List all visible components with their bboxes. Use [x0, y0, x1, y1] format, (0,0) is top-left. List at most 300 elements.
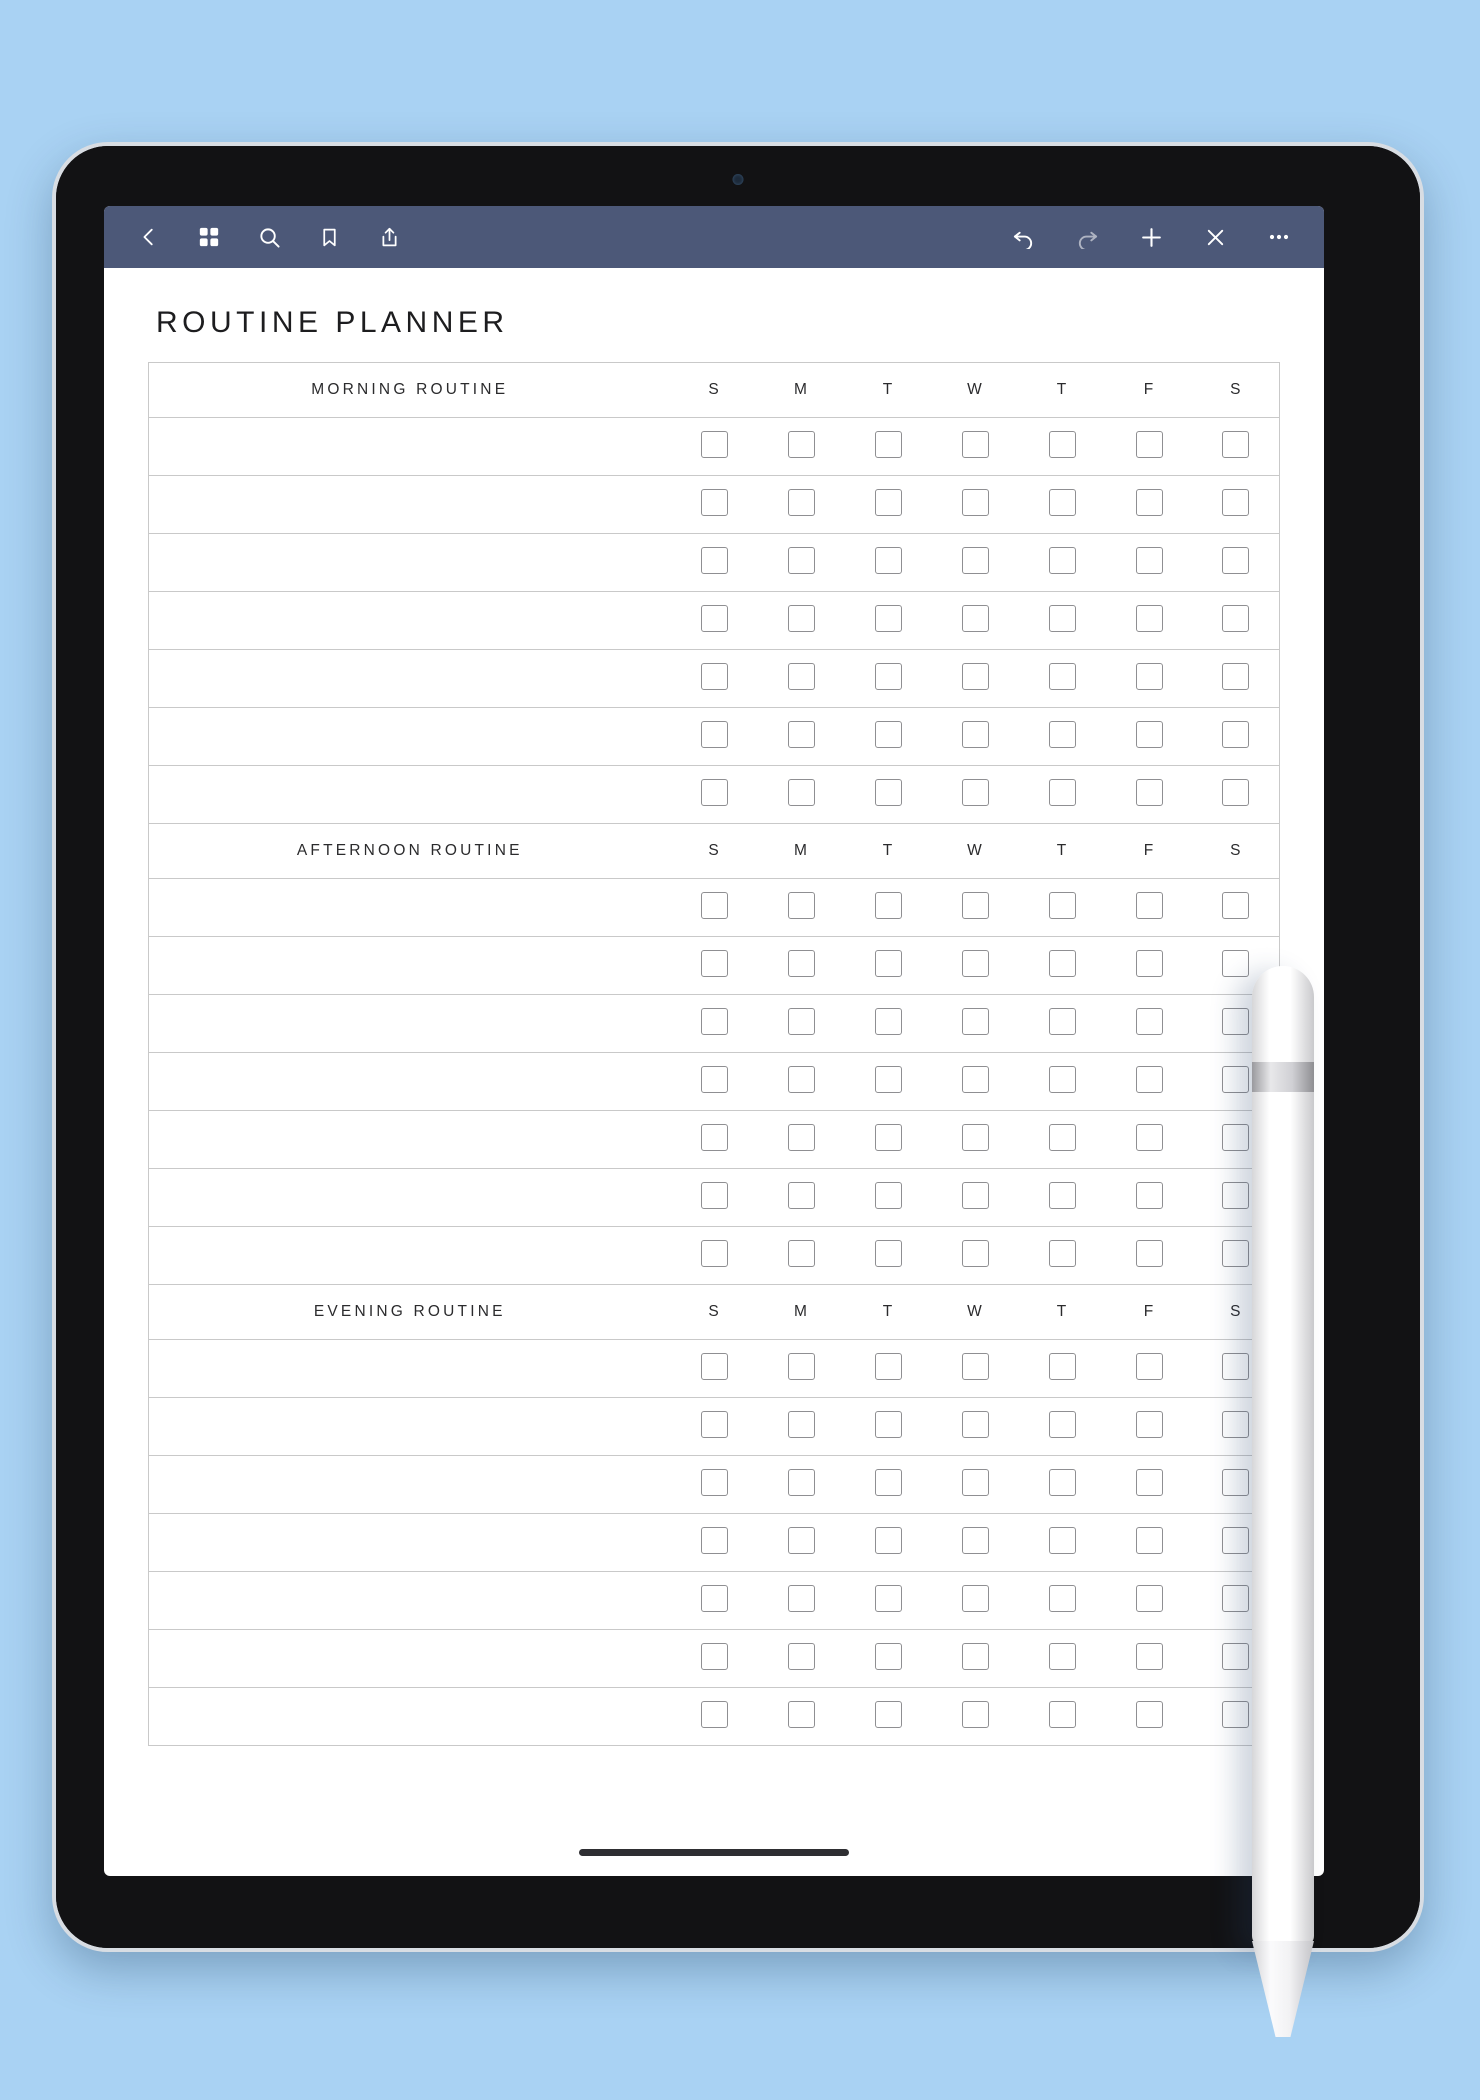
checkbox-cell[interactable]	[1019, 592, 1106, 650]
checkbox-cell[interactable]	[1106, 1630, 1193, 1688]
checkbox-cell[interactable]	[1019, 1572, 1106, 1630]
routine-checkbox[interactable]	[701, 663, 728, 690]
routine-checkbox[interactable]	[1222, 431, 1249, 458]
checkbox-cell[interactable]	[1019, 879, 1106, 937]
routine-checkbox[interactable]	[788, 1469, 815, 1496]
routine-checkbox[interactable]	[788, 892, 815, 919]
checkbox-cell[interactable]	[932, 1227, 1019, 1285]
checkbox-cell[interactable]	[932, 1630, 1019, 1688]
routine-checkbox[interactable]	[962, 489, 989, 516]
routine-checkbox[interactable]	[875, 663, 902, 690]
checkbox-cell[interactable]	[671, 766, 758, 824]
checkbox-cell[interactable]	[1019, 708, 1106, 766]
routine-checkbox[interactable]	[1049, 489, 1076, 516]
routine-checkbox[interactable]	[962, 1124, 989, 1151]
routine-checkbox[interactable]	[1222, 1527, 1249, 1554]
task-input[interactable]	[149, 650, 671, 708]
routine-checkbox[interactable]	[962, 1585, 989, 1612]
checkbox-cell[interactable]	[671, 418, 758, 476]
routine-checkbox[interactable]	[701, 431, 728, 458]
checkbox-cell[interactable]	[1193, 766, 1280, 824]
checkbox-cell[interactable]	[845, 1340, 932, 1398]
checkbox-cell[interactable]	[1106, 879, 1193, 937]
task-input[interactable]	[149, 1688, 671, 1746]
checkbox-cell[interactable]	[845, 1630, 932, 1688]
task-input[interactable]	[149, 418, 671, 476]
checkbox-cell[interactable]	[1193, 1169, 1280, 1227]
routine-checkbox[interactable]	[962, 663, 989, 690]
checkbox-cell[interactable]	[1106, 1340, 1193, 1398]
checkbox-cell[interactable]	[845, 937, 932, 995]
routine-checkbox[interactable]	[788, 1701, 815, 1728]
routine-checkbox[interactable]	[875, 1527, 902, 1554]
routine-checkbox[interactable]	[788, 779, 815, 806]
checkbox-cell[interactable]	[671, 937, 758, 995]
routine-checkbox[interactable]	[1136, 1124, 1163, 1151]
checkbox-cell[interactable]	[758, 1514, 845, 1572]
checkbox-cell[interactable]	[1193, 1398, 1280, 1456]
checkbox-cell[interactable]	[1106, 1053, 1193, 1111]
checkbox-cell[interactable]	[1019, 766, 1106, 824]
checkbox-cell[interactable]	[932, 418, 1019, 476]
task-input[interactable]	[149, 1456, 671, 1514]
routine-checkbox[interactable]	[701, 1643, 728, 1670]
checkbox-cell[interactable]	[1106, 1111, 1193, 1169]
routine-checkbox[interactable]	[788, 605, 815, 632]
routine-checkbox[interactable]	[701, 547, 728, 574]
routine-checkbox[interactable]	[1136, 1527, 1163, 1554]
routine-checkbox[interactable]	[1049, 1469, 1076, 1496]
routine-checkbox[interactable]	[1136, 1585, 1163, 1612]
routine-checkbox[interactable]	[701, 1124, 728, 1151]
checkbox-cell[interactable]	[932, 995, 1019, 1053]
routine-checkbox[interactable]	[962, 431, 989, 458]
bookmark-icon[interactable]	[314, 222, 344, 252]
checkbox-cell[interactable]	[1106, 708, 1193, 766]
checkbox-cell[interactable]	[1019, 1053, 1106, 1111]
undo-icon[interactable]	[1008, 222, 1038, 252]
checkbox-cell[interactable]	[932, 766, 1019, 824]
routine-checkbox[interactable]	[962, 1701, 989, 1728]
checkbox-cell[interactable]	[932, 534, 1019, 592]
routine-checkbox[interactable]	[1222, 1008, 1249, 1035]
checkbox-cell[interactable]	[1193, 1111, 1280, 1169]
routine-checkbox[interactable]	[1222, 547, 1249, 574]
checkbox-cell[interactable]	[1019, 418, 1106, 476]
routine-checkbox[interactable]	[1222, 779, 1249, 806]
checkbox-cell[interactable]	[1019, 1514, 1106, 1572]
routine-checkbox[interactable]	[1136, 1643, 1163, 1670]
checkbox-cell[interactable]	[1193, 879, 1280, 937]
routine-checkbox[interactable]	[788, 1182, 815, 1209]
task-input[interactable]	[149, 708, 671, 766]
routine-checkbox[interactable]	[1136, 605, 1163, 632]
routine-checkbox[interactable]	[788, 1527, 815, 1554]
routine-checkbox[interactable]	[701, 1008, 728, 1035]
routine-checkbox[interactable]	[875, 1411, 902, 1438]
routine-checkbox[interactable]	[1136, 547, 1163, 574]
task-input[interactable]	[149, 1169, 671, 1227]
checkbox-cell[interactable]	[1019, 937, 1106, 995]
routine-checkbox[interactable]	[875, 721, 902, 748]
routine-checkbox[interactable]	[875, 779, 902, 806]
routine-checkbox[interactable]	[962, 605, 989, 632]
routine-checkbox[interactable]	[1049, 892, 1076, 919]
checkbox-cell[interactable]	[1193, 1688, 1280, 1746]
checkbox-cell[interactable]	[758, 1169, 845, 1227]
checkbox-cell[interactable]	[932, 1572, 1019, 1630]
checkbox-cell[interactable]	[671, 708, 758, 766]
checkbox-cell[interactable]	[758, 476, 845, 534]
checkbox-cell[interactable]	[1106, 592, 1193, 650]
checkbox-cell[interactable]	[758, 592, 845, 650]
checkbox-cell[interactable]	[1193, 937, 1280, 995]
checkbox-cell[interactable]	[671, 995, 758, 1053]
task-input[interactable]	[149, 995, 671, 1053]
routine-checkbox[interactable]	[875, 950, 902, 977]
routine-checkbox[interactable]	[701, 1701, 728, 1728]
routine-checkbox[interactable]	[1049, 1411, 1076, 1438]
checkbox-cell[interactable]	[845, 1514, 932, 1572]
routine-checkbox[interactable]	[1222, 1182, 1249, 1209]
close-icon[interactable]	[1200, 222, 1230, 252]
checkbox-cell[interactable]	[671, 1398, 758, 1456]
checkbox-cell[interactable]	[932, 1688, 1019, 1746]
routine-checkbox[interactable]	[1136, 1066, 1163, 1093]
routine-checkbox[interactable]	[1049, 1240, 1076, 1267]
routine-checkbox[interactable]	[962, 1469, 989, 1496]
checkbox-cell[interactable]	[1193, 1456, 1280, 1514]
routine-checkbox[interactable]	[701, 1411, 728, 1438]
checkbox-cell[interactable]	[758, 650, 845, 708]
checkbox-cell[interactable]	[671, 1688, 758, 1746]
checkbox-cell[interactable]	[845, 1111, 932, 1169]
task-input[interactable]	[149, 937, 671, 995]
checkbox-cell[interactable]	[1019, 995, 1106, 1053]
routine-checkbox[interactable]	[1136, 1008, 1163, 1035]
checkbox-cell[interactable]	[1106, 1456, 1193, 1514]
checkbox-cell[interactable]	[1019, 534, 1106, 592]
checkbox-cell[interactable]	[845, 592, 932, 650]
checkbox-cell[interactable]	[1019, 1227, 1106, 1285]
routine-checkbox[interactable]	[875, 547, 902, 574]
checkbox-cell[interactable]	[845, 1572, 932, 1630]
routine-checkbox[interactable]	[701, 1240, 728, 1267]
routine-checkbox[interactable]	[962, 1411, 989, 1438]
checkbox-cell[interactable]	[758, 418, 845, 476]
checkbox-cell[interactable]	[1106, 1227, 1193, 1285]
routine-checkbox[interactable]	[1049, 1124, 1076, 1151]
checkbox-cell[interactable]	[845, 1169, 932, 1227]
routine-checkbox[interactable]	[875, 1353, 902, 1380]
routine-checkbox[interactable]	[1136, 779, 1163, 806]
checkbox-cell[interactable]	[1193, 476, 1280, 534]
thumbnails-icon[interactable]	[194, 222, 224, 252]
checkbox-cell[interactable]	[1019, 1456, 1106, 1514]
checkbox-cell[interactable]	[1106, 650, 1193, 708]
checkbox-cell[interactable]	[1019, 1111, 1106, 1169]
routine-checkbox[interactable]	[1136, 1353, 1163, 1380]
redo-icon[interactable]	[1072, 222, 1102, 252]
checkbox-cell[interactable]	[1193, 1340, 1280, 1398]
checkbox-cell[interactable]	[1193, 1630, 1280, 1688]
task-input[interactable]	[149, 1111, 671, 1169]
checkbox-cell[interactable]	[845, 1227, 932, 1285]
search-icon[interactable]	[254, 222, 284, 252]
routine-checkbox[interactable]	[875, 489, 902, 516]
checkbox-cell[interactable]	[932, 476, 1019, 534]
routine-checkbox[interactable]	[701, 1585, 728, 1612]
checkbox-cell[interactable]	[758, 766, 845, 824]
checkbox-cell[interactable]	[1019, 1630, 1106, 1688]
checkbox-cell[interactable]	[932, 1053, 1019, 1111]
routine-checkbox[interactable]	[788, 1124, 815, 1151]
checkbox-cell[interactable]	[932, 1169, 1019, 1227]
checkbox-cell[interactable]	[758, 1340, 845, 1398]
checkbox-cell[interactable]	[1106, 1514, 1193, 1572]
routine-checkbox[interactable]	[1049, 1353, 1076, 1380]
routine-checkbox[interactable]	[1049, 605, 1076, 632]
routine-checkbox[interactable]	[1222, 721, 1249, 748]
routine-checkbox[interactable]	[1136, 489, 1163, 516]
task-input[interactable]	[149, 1514, 671, 1572]
routine-checkbox[interactable]	[1049, 663, 1076, 690]
routine-checkbox[interactable]	[788, 1353, 815, 1380]
routine-checkbox[interactable]	[962, 950, 989, 977]
checkbox-cell[interactable]	[1019, 1398, 1106, 1456]
routine-checkbox[interactable]	[1049, 547, 1076, 574]
routine-checkbox[interactable]	[1222, 1585, 1249, 1612]
checkbox-cell[interactable]	[671, 1340, 758, 1398]
routine-checkbox[interactable]	[1049, 779, 1076, 806]
task-input[interactable]	[149, 1053, 671, 1111]
checkbox-cell[interactable]	[758, 1053, 845, 1111]
task-input[interactable]	[149, 592, 671, 650]
back-icon[interactable]	[134, 222, 164, 252]
routine-checkbox[interactable]	[875, 1008, 902, 1035]
routine-checkbox[interactable]	[1049, 1182, 1076, 1209]
checkbox-cell[interactable]	[845, 1398, 932, 1456]
checkbox-cell[interactable]	[1193, 418, 1280, 476]
checkbox-cell[interactable]	[845, 476, 932, 534]
checkbox-cell[interactable]	[1193, 1514, 1280, 1572]
checkbox-cell[interactable]	[758, 879, 845, 937]
routine-checkbox[interactable]	[788, 1240, 815, 1267]
routine-checkbox[interactable]	[1136, 950, 1163, 977]
routine-checkbox[interactable]	[962, 1643, 989, 1670]
routine-checkbox[interactable]	[962, 892, 989, 919]
checkbox-cell[interactable]	[758, 995, 845, 1053]
checkbox-cell[interactable]	[671, 650, 758, 708]
routine-checkbox[interactable]	[1222, 1411, 1249, 1438]
routine-checkbox[interactable]	[875, 1066, 902, 1093]
routine-checkbox[interactable]	[962, 721, 989, 748]
routine-checkbox[interactable]	[701, 1182, 728, 1209]
routine-checkbox[interactable]	[875, 1643, 902, 1670]
checkbox-cell[interactable]	[1019, 1688, 1106, 1746]
routine-checkbox[interactable]	[962, 1353, 989, 1380]
routine-checkbox[interactable]	[962, 1527, 989, 1554]
checkbox-cell[interactable]	[1193, 650, 1280, 708]
checkbox-cell[interactable]	[671, 879, 758, 937]
checkbox-cell[interactable]	[758, 1630, 845, 1688]
checkbox-cell[interactable]	[1193, 1053, 1280, 1111]
routine-checkbox[interactable]	[962, 547, 989, 574]
routine-checkbox[interactable]	[1049, 1008, 1076, 1035]
routine-checkbox[interactable]	[875, 1240, 902, 1267]
routine-checkbox[interactable]	[701, 1469, 728, 1496]
checkbox-cell[interactable]	[845, 879, 932, 937]
routine-checkbox[interactable]	[1136, 663, 1163, 690]
checkbox-cell[interactable]	[1019, 1340, 1106, 1398]
routine-checkbox[interactable]	[788, 721, 815, 748]
checkbox-cell[interactable]	[1106, 418, 1193, 476]
routine-checkbox[interactable]	[875, 1469, 902, 1496]
checkbox-cell[interactable]	[671, 534, 758, 592]
checkbox-cell[interactable]	[932, 1456, 1019, 1514]
routine-checkbox[interactable]	[1222, 950, 1249, 977]
checkbox-cell[interactable]	[932, 1514, 1019, 1572]
routine-checkbox[interactable]	[701, 1066, 728, 1093]
checkbox-cell[interactable]	[671, 1227, 758, 1285]
checkbox-cell[interactable]	[671, 1111, 758, 1169]
checkbox-cell[interactable]	[671, 1514, 758, 1572]
routine-checkbox[interactable]	[1049, 721, 1076, 748]
checkbox-cell[interactable]	[671, 1053, 758, 1111]
routine-checkbox[interactable]	[701, 1353, 728, 1380]
task-input[interactable]	[149, 1630, 671, 1688]
routine-checkbox[interactable]	[788, 1411, 815, 1438]
checkbox-cell[interactable]	[1106, 1169, 1193, 1227]
routine-checkbox[interactable]	[1049, 1585, 1076, 1612]
routine-checkbox[interactable]	[875, 1182, 902, 1209]
routine-checkbox[interactable]	[701, 489, 728, 516]
checkbox-cell[interactable]	[1106, 937, 1193, 995]
routine-checkbox[interactable]	[962, 1182, 989, 1209]
routine-checkbox[interactable]	[1222, 1469, 1249, 1496]
checkbox-cell[interactable]	[932, 592, 1019, 650]
add-icon[interactable]	[1136, 222, 1166, 252]
checkbox-cell[interactable]	[758, 1227, 845, 1285]
checkbox-cell[interactable]	[845, 708, 932, 766]
routine-checkbox[interactable]	[875, 431, 902, 458]
checkbox-cell[interactable]	[671, 1456, 758, 1514]
checkbox-cell[interactable]	[1106, 995, 1193, 1053]
checkbox-cell[interactable]	[1193, 1227, 1280, 1285]
checkbox-cell[interactable]	[845, 534, 932, 592]
routine-checkbox[interactable]	[1049, 1527, 1076, 1554]
routine-checkbox[interactable]	[875, 1585, 902, 1612]
checkbox-cell[interactable]	[671, 1630, 758, 1688]
routine-checkbox[interactable]	[1222, 663, 1249, 690]
checkbox-cell[interactable]	[932, 1340, 1019, 1398]
more-icon[interactable]	[1264, 222, 1294, 252]
checkbox-cell[interactable]	[758, 1398, 845, 1456]
routine-checkbox[interactable]	[701, 1527, 728, 1554]
routine-checkbox[interactable]	[1049, 431, 1076, 458]
routine-checkbox[interactable]	[962, 1066, 989, 1093]
checkbox-cell[interactable]	[1193, 1572, 1280, 1630]
checkbox-cell[interactable]	[758, 1688, 845, 1746]
routine-checkbox[interactable]	[788, 663, 815, 690]
routine-checkbox[interactable]	[1049, 950, 1076, 977]
checkbox-cell[interactable]	[1193, 708, 1280, 766]
routine-checkbox[interactable]	[1136, 1701, 1163, 1728]
share-icon[interactable]	[374, 222, 404, 252]
checkbox-cell[interactable]	[1106, 766, 1193, 824]
routine-checkbox[interactable]	[1136, 1182, 1163, 1209]
task-input[interactable]	[149, 1227, 671, 1285]
checkbox-cell[interactable]	[1106, 1688, 1193, 1746]
routine-checkbox[interactable]	[701, 950, 728, 977]
routine-checkbox[interactable]	[788, 1585, 815, 1612]
routine-checkbox[interactable]	[1136, 1240, 1163, 1267]
checkbox-cell[interactable]	[932, 1398, 1019, 1456]
checkbox-cell[interactable]	[758, 708, 845, 766]
checkbox-cell[interactable]	[1019, 1169, 1106, 1227]
task-input[interactable]	[149, 1340, 671, 1398]
routine-checkbox[interactable]	[875, 892, 902, 919]
checkbox-cell[interactable]	[932, 879, 1019, 937]
checkbox-cell[interactable]	[1019, 650, 1106, 708]
routine-checkbox[interactable]	[1222, 1643, 1249, 1670]
checkbox-cell[interactable]	[671, 1572, 758, 1630]
checkbox-cell[interactable]	[1106, 534, 1193, 592]
routine-checkbox[interactable]	[1049, 1643, 1076, 1670]
routine-checkbox[interactable]	[875, 1124, 902, 1151]
routine-checkbox[interactable]	[1049, 1701, 1076, 1728]
routine-checkbox[interactable]	[1136, 721, 1163, 748]
checkbox-cell[interactable]	[932, 937, 1019, 995]
routine-checkbox[interactable]	[1222, 489, 1249, 516]
checkbox-cell[interactable]	[845, 1053, 932, 1111]
routine-checkbox[interactable]	[788, 1066, 815, 1093]
checkbox-cell[interactable]	[845, 1688, 932, 1746]
task-input[interactable]	[149, 766, 671, 824]
routine-checkbox[interactable]	[701, 605, 728, 632]
routine-checkbox[interactable]	[788, 950, 815, 977]
checkbox-cell[interactable]	[1106, 1398, 1193, 1456]
task-input[interactable]	[149, 476, 671, 534]
checkbox-cell[interactable]	[1193, 995, 1280, 1053]
checkbox-cell[interactable]	[932, 1111, 1019, 1169]
routine-checkbox[interactable]	[1222, 605, 1249, 632]
routine-checkbox[interactable]	[701, 892, 728, 919]
task-input[interactable]	[149, 879, 671, 937]
checkbox-cell[interactable]	[758, 1111, 845, 1169]
routine-checkbox[interactable]	[1222, 1701, 1249, 1728]
checkbox-cell[interactable]	[671, 1169, 758, 1227]
routine-checkbox[interactable]	[1222, 1240, 1249, 1267]
routine-checkbox[interactable]	[875, 1701, 902, 1728]
checkbox-cell[interactable]	[1106, 1572, 1193, 1630]
checkbox-cell[interactable]	[845, 995, 932, 1053]
checkbox-cell[interactable]	[758, 1572, 845, 1630]
routine-checkbox[interactable]	[788, 489, 815, 516]
routine-checkbox[interactable]	[1136, 431, 1163, 458]
checkbox-cell[interactable]	[758, 1456, 845, 1514]
routine-checkbox[interactable]	[1222, 1353, 1249, 1380]
routine-checkbox[interactable]	[788, 431, 815, 458]
task-input[interactable]	[149, 1572, 671, 1630]
checkbox-cell[interactable]	[1106, 476, 1193, 534]
routine-checkbox[interactable]	[1222, 1066, 1249, 1093]
routine-checkbox[interactable]	[962, 1240, 989, 1267]
checkbox-cell[interactable]	[932, 708, 1019, 766]
checkbox-cell[interactable]	[845, 418, 932, 476]
checkbox-cell[interactable]	[1193, 592, 1280, 650]
routine-checkbox[interactable]	[788, 1643, 815, 1670]
